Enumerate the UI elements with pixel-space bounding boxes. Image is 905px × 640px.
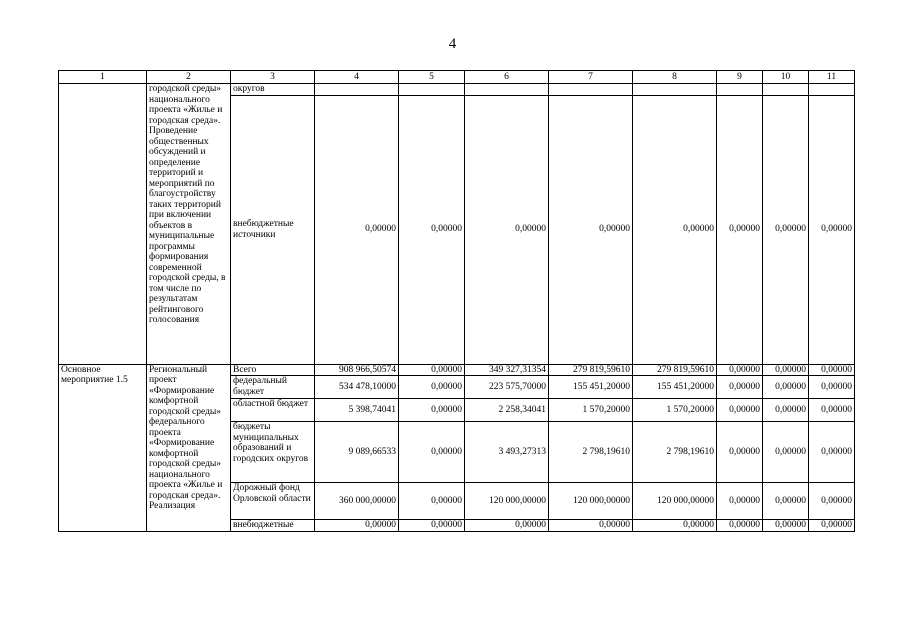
funding-source-cell: внебюджетные [231, 520, 315, 532]
description-line: обсуждений и [149, 147, 206, 157]
value-cell: 0,00000 [717, 520, 763, 532]
value-cell: 0,00000 [465, 520, 549, 532]
value-cell: 0,00000 [717, 422, 763, 483]
column-header: 4 [315, 71, 399, 84]
description-line: национального [149, 94, 210, 105]
description-line: городской среды» [149, 459, 222, 469]
value-cell: 0,00000 [717, 95, 763, 364]
value-cell: 120 000,00000 [633, 483, 717, 520]
description-line: том числе по [149, 283, 202, 294]
value-cell: 223 575,70000 [465, 376, 549, 399]
value-cell [465, 84, 549, 96]
description-line: проекта [149, 427, 181, 438]
description-cell [147, 84, 231, 365]
description-line: территорий и [149, 168, 204, 178]
value-cell: 0,00000 [399, 422, 465, 483]
value-cell: 120 000,00000 [549, 483, 633, 520]
value-cell: 0,00000 [717, 376, 763, 399]
value-cell: 908 966,50574 [315, 364, 399, 376]
description-line: городской среды» [149, 84, 222, 94]
value-cell: 0,00000 [809, 364, 855, 376]
value-cell: 0,00000 [633, 95, 717, 364]
event-cell [59, 84, 147, 365]
value-cell: 155 451,20000 [633, 376, 717, 399]
description-line: формирования [149, 252, 209, 262]
funding-source-cell: Дорожный фонд Орловской области [231, 483, 315, 520]
value-cell [809, 84, 855, 96]
description-line: Проведение [149, 126, 198, 136]
value-cell: 0,00000 [809, 95, 855, 364]
description-line: «Формирование [149, 438, 215, 448]
value-cell: 360 000,00000 [315, 483, 399, 520]
value-cell [315, 84, 399, 96]
value-cell: 1 570,20000 [633, 399, 717, 422]
column-header: 3 [231, 71, 315, 84]
description-line: голосования [149, 315, 200, 325]
description-line: федерального [149, 417, 205, 427]
value-cell: 0,00000 [465, 95, 549, 364]
value-cell: 9 089,66533 [315, 422, 399, 483]
funding-source-cell: федеральный бюджет [231, 376, 315, 399]
value-cell [549, 84, 633, 96]
value-cell: 0,00000 [549, 95, 633, 364]
value-cell: 0,00000 [809, 376, 855, 399]
value-cell: 0,00000 [315, 520, 399, 532]
value-cell [717, 84, 763, 96]
value-cell: 0,00000 [763, 399, 809, 422]
value-cell: 120 000,00000 [465, 483, 549, 520]
value-cell: 0,00000 [399, 376, 465, 399]
funding-source-cell: внебюджетные источники [231, 95, 315, 364]
description-line: определение [149, 157, 201, 168]
value-cell: 279 819,59610 [633, 364, 717, 376]
value-cell: 0,00000 [809, 422, 855, 483]
description-line: объектов в [149, 220, 193, 231]
column-header: 7 [549, 71, 633, 84]
value-cell: 0,00000 [399, 483, 465, 520]
description-line: «Формирование [149, 385, 215, 396]
value-cell: 0,00000 [763, 95, 809, 364]
table-row [59, 364, 855, 376]
description-line: городская среда». [149, 115, 221, 126]
value-cell: 279 819,59610 [549, 364, 633, 376]
description-line: при включении [149, 210, 212, 220]
description-line: муниципальные [149, 231, 215, 241]
value-cell: 349 327,31354 [465, 364, 549, 376]
page-number: 4 [448, 36, 457, 52]
value-cell: 5 398,74041 [315, 399, 399, 422]
description-line: комфортной [149, 448, 199, 459]
column-header: 9 [717, 71, 763, 84]
value-cell: 534 478,10000 [315, 376, 399, 399]
column-header: 1 [59, 71, 147, 84]
header-row [59, 71, 855, 84]
description-line: национального [149, 469, 210, 480]
description-line: современной [149, 262, 202, 273]
description-line: таких территорий [149, 199, 221, 210]
value-cell [763, 84, 809, 96]
column-header: 5 [399, 71, 465, 84]
value-cell: 2 798,19610 [633, 422, 717, 483]
column-header: 10 [763, 71, 809, 84]
value-cell: 0,00000 [717, 483, 763, 520]
value-cell: 0,00000 [399, 520, 465, 532]
description-line: городской среды, в [149, 273, 226, 283]
value-cell: 0,00000 [809, 520, 855, 532]
description-line: проекта «Жилье и [149, 105, 223, 115]
description-line: проекта «Жилье и [149, 480, 223, 490]
description-line: городская среда». [149, 490, 221, 501]
description-line: проект [149, 375, 177, 385]
description-line: рейтингового [149, 304, 204, 315]
description-line: Реализация [149, 501, 196, 511]
description-line: городской среды» [149, 406, 222, 417]
description-cell [147, 364, 231, 531]
value-cell: 0,00000 [717, 364, 763, 376]
value-cell: 3 493,27313 [465, 422, 549, 483]
value-cell: 2 798,19610 [549, 422, 633, 483]
description-line: Региональный [149, 364, 208, 375]
value-cell: 0,00000 [809, 399, 855, 422]
value-cell: 0,00000 [809, 483, 855, 520]
value-cell: 0,00000 [315, 95, 399, 364]
value-cell: 0,00000 [549, 520, 633, 532]
value-cell [399, 84, 465, 96]
funding-source-cell: областной бюджет [231, 399, 315, 422]
value-cell: 0,00000 [399, 364, 465, 376]
column-header: 2 [147, 71, 231, 84]
value-cell: 0,00000 [763, 364, 809, 376]
column-header: 11 [809, 71, 855, 84]
value-cell: 0,00000 [399, 399, 465, 422]
description-line: мероприятий по [149, 178, 215, 189]
value-cell: 0,00000 [763, 520, 809, 532]
column-header: 8 [633, 71, 717, 84]
value-cell [633, 84, 717, 96]
funding-source-cell: Всего [231, 364, 315, 376]
funding-source-cell: округов [231, 84, 315, 96]
value-cell: 0,00000 [399, 95, 465, 364]
value-cell: 0,00000 [717, 399, 763, 422]
value-cell: 0,00000 [763, 376, 809, 399]
value-cell: 1 570,20000 [549, 399, 633, 422]
value-cell: 0,00000 [633, 520, 717, 532]
funding-table [58, 70, 855, 532]
event-cell: Основное мероприятие 1.5 [59, 364, 147, 531]
table-row [59, 84, 855, 96]
value-cell: 155 451,20000 [549, 376, 633, 399]
description-line: благоустройству [149, 189, 216, 199]
value-cell: 0,00000 [763, 422, 809, 483]
description-line: комфортной [149, 396, 199, 406]
value-cell: 0,00000 [763, 483, 809, 520]
description-line: результатам [149, 294, 198, 304]
column-header: 6 [465, 71, 549, 84]
description-line: программы [149, 241, 195, 252]
funding-source-cell: бюджеты муниципальных образований и городских округов [231, 422, 315, 483]
value-cell: 2 258,34041 [465, 399, 549, 422]
description-line: общественных [149, 136, 209, 147]
